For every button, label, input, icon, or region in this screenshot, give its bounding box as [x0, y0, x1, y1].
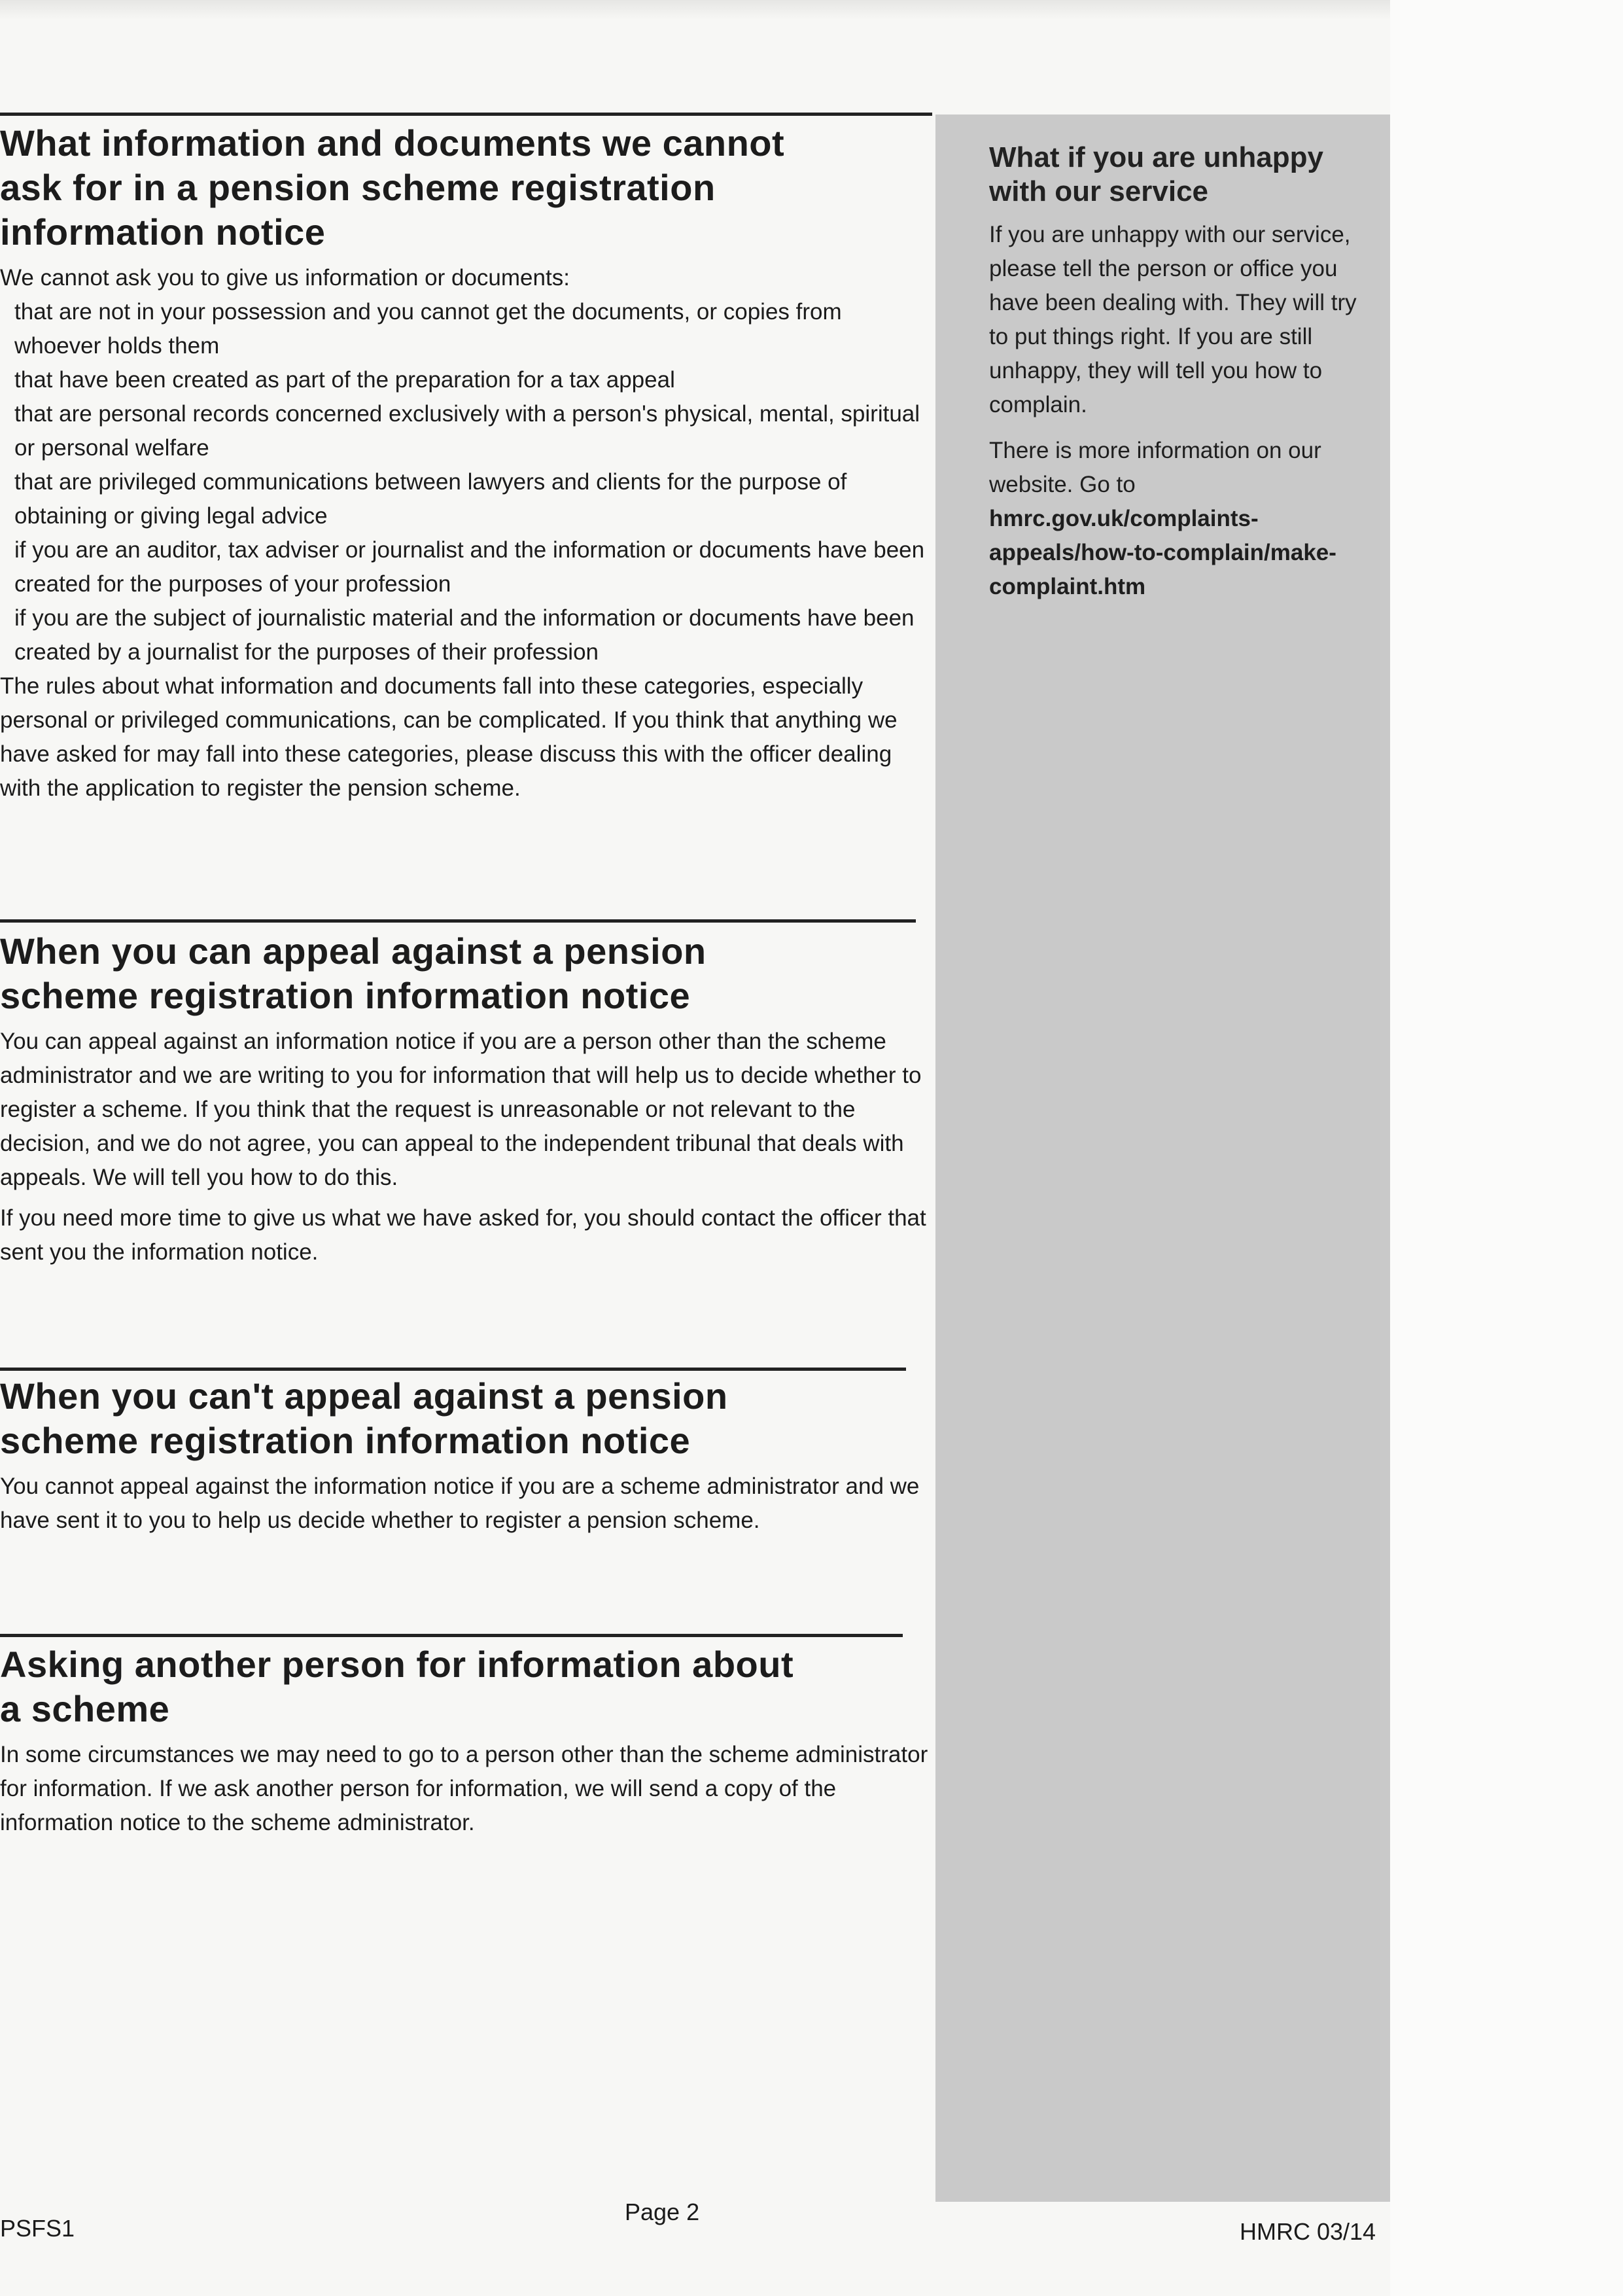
section-closing: The rules about what information and documents fall into these categories, especially personal or privileged communications, can be complicated. If you think that anything we have asked for may fall into these categories, please discuss this with the officer dealing with the application to register the pension scheme. [0, 673, 898, 801]
page-edge [1390, 0, 1623, 2296]
footer-version: HMRC 03/14 [1240, 2218, 1376, 2245]
list-item: if you are the subject of journalistic material and the information or documents have been created by a journalist for the purposes of their profession [14, 605, 915, 665]
section-rule [0, 919, 916, 923]
list-item: that are privileged communications between lawyers and clients for the purpose of obtaining or giving legal advice [14, 469, 847, 529]
sidebar-paragraph [989, 434, 1382, 604]
list-item: that have been created as part of the preparation for a tax appeal [14, 367, 675, 393]
list-item: that are personal records concerned exclusively with a person's physical, mental, spiritual or personal welfare [14, 401, 920, 461]
section-paragraph: In some circumstances we may need to go to a person other than the scheme administrator for information. If we ask another person for information, we will send a copy of the information notice to the scheme administrator. [0, 1742, 928, 1835]
section-heading: Asking another person for information about a scheme [0, 1644, 794, 1729]
section-can-appeal [0, 929, 929, 1269]
section-heading: When you can appeal against a pension scheme registration information notice [0, 930, 707, 1016]
section-heading: What information and documents we cannot ask for in a pension scheme registration information notice [0, 122, 785, 253]
section-rule [0, 1368, 906, 1371]
section-another-person [0, 1642, 929, 1840]
footer-form-code: PSFS1 [0, 2215, 75, 2242]
section-intro: We cannot ask you to give us information or documents: [0, 265, 570, 291]
list-item: if you are an auditor, tax adviser or journalist and the information or documents have been created for the purposes of your profession [14, 537, 925, 597]
section-rule [0, 1634, 903, 1637]
page-number: Page 2 [625, 2199, 700, 2225]
sidebar-paragraph: If you are unhappy with our service, please tell the person or office you have been dealing with. They will try to put things right. If you are still unhappy, they will tell you how to complain. [989, 222, 1357, 417]
complaints-link[interactable]: hmrc.gov.uk/complaints-appeals/how-to-complain/make-complaint.htm [989, 506, 1336, 599]
section-paragraph: You can appeal against an information notice if you are a person other than the scheme administrator and we are writing to you for information that will help us to decide whether to register a scheme. If you think that the request is unreasonable or not relevant to the decision, and we do not agree, you can appeal to the independent tribunal that deals with appeals. We will tell you how to do this. [0, 1029, 922, 1190]
list-item: that are not in your possession and you cannot get the documents, or copies from whoever holds them [14, 299, 842, 359]
scan-shadow [0, 0, 1623, 20]
bullet-list [0, 295, 929, 669]
section-rule [0, 113, 932, 116]
section-heading: When you can't appeal against a pension scheme registration information notice [0, 1375, 728, 1461]
section-cannot-ask [0, 121, 929, 805]
complaints-sidebar [935, 115, 1390, 2202]
sidebar-text: There is more information on our website. Go to [989, 438, 1321, 497]
section-cannot-appeal [0, 1374, 929, 1538]
section-paragraph: If you need more time to give us what we have asked for, you should contact the officer that sent you the information notice. [0, 1205, 926, 1265]
section-paragraph: You cannot appeal against the information notice if you are a scheme administrator and we have sent it to you to help us decide whether to register a pension scheme. [0, 1474, 920, 1533]
sidebar-heading: What if you are unhappy with our service [989, 141, 1323, 207]
